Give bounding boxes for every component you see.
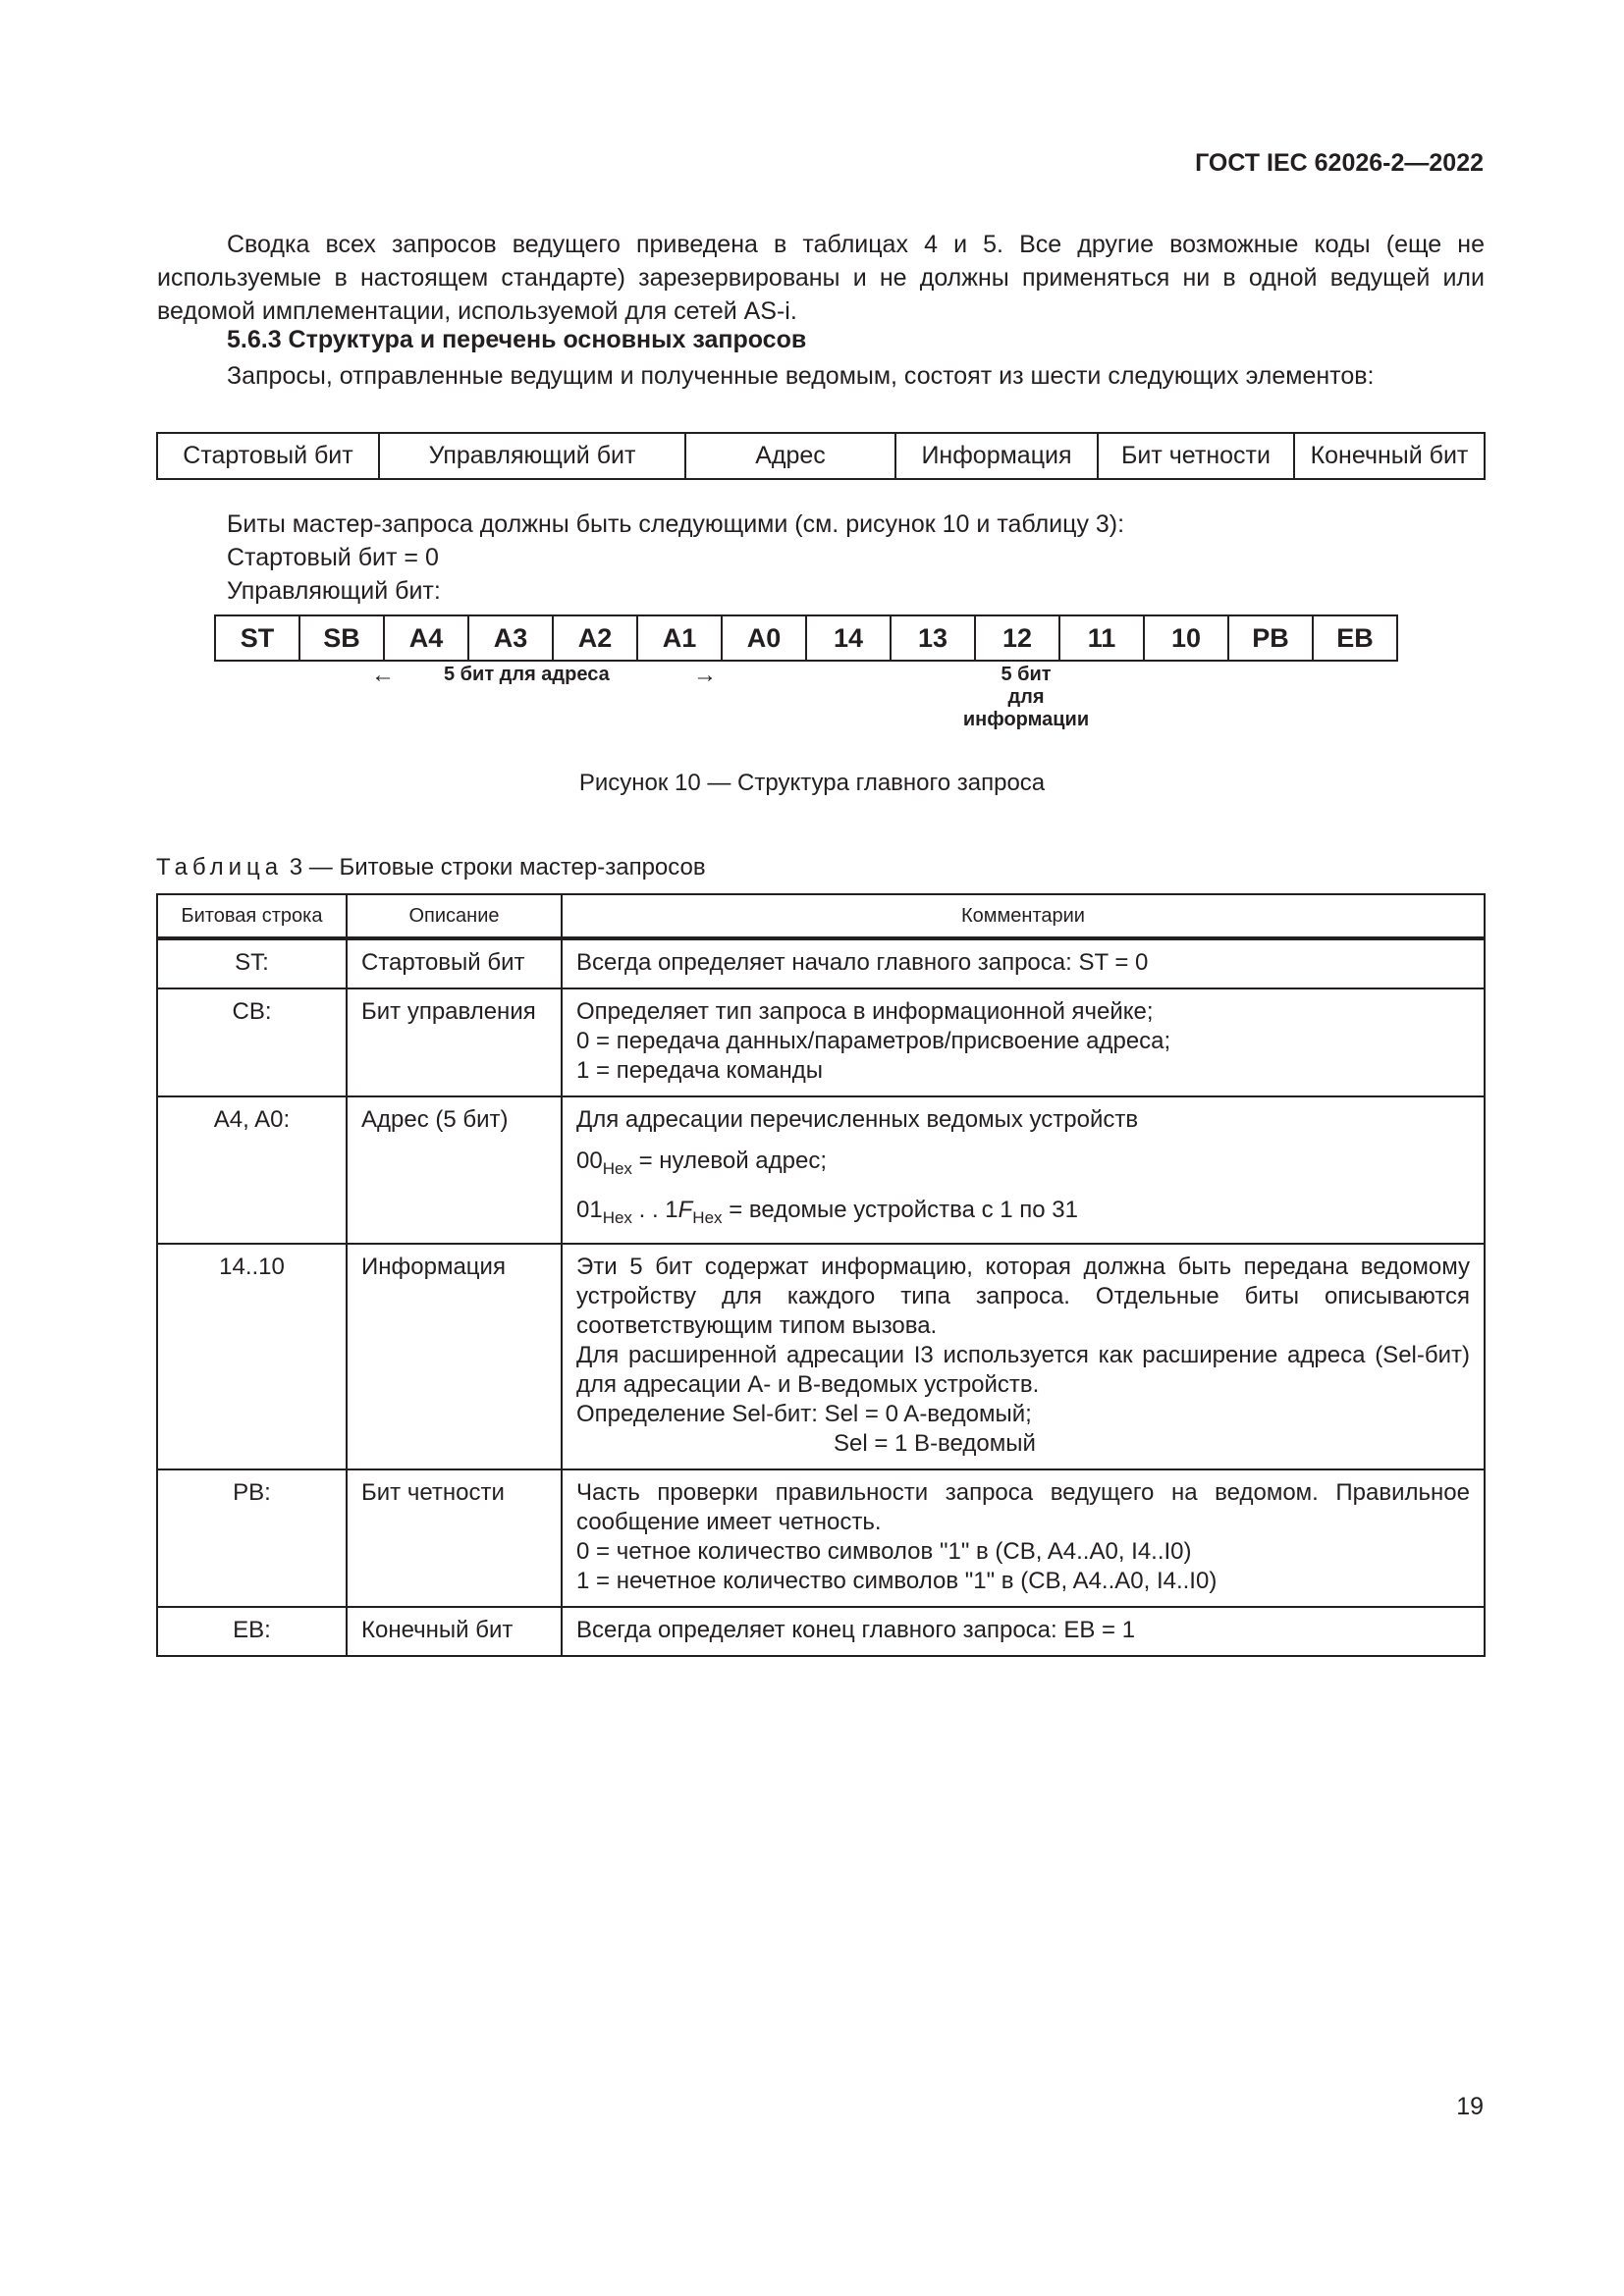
table-row: [157, 1607, 1485, 1656]
comment-cell: [562, 1607, 1485, 1656]
comment-line: Всегда определяет конец главного запроса: EB = 1: [576, 1616, 1136, 1643]
description-cell: Бит управления: [347, 988, 562, 1096]
bit-string-cell: ST:: [157, 938, 347, 988]
bit-cell: A1: [637, 615, 722, 661]
bit-string-cell: PB:: [157, 1469, 347, 1607]
bit-string-cell: CB:: [157, 988, 347, 1096]
column-header: Комментарии: [562, 894, 1485, 938]
comment-line: [576, 1147, 1470, 1184]
hex-value: 01: [576, 1196, 603, 1223]
comment-cell: [562, 988, 1485, 1096]
hex-subscript: Hex: [692, 1207, 723, 1227]
bit-cell: A4: [384, 615, 468, 661]
table-row: [157, 1096, 1485, 1244]
spacer: [576, 1135, 1470, 1147]
info-label-line: информации: [962, 709, 1090, 730]
bits-intro-line: Биты мастер-запроса должны быть следующими (см. рисунок 10 и таблицу 3):: [227, 510, 1125, 538]
document-code: ГОСТ IEC 62026-2—2022: [1195, 149, 1484, 177]
table-title: [156, 854, 706, 881]
table-title-prefix: Таблица: [156, 854, 284, 881]
comment-text: = нулевой адрес;: [631, 1148, 827, 1174]
comment-line: Определение Sel-бит: Sel = 0 A-ведомый;: [576, 1400, 1032, 1427]
comment-line: 1 = нечетное количество символов "1" в (CB, A4..A0, I4..I0): [576, 1567, 1218, 1594]
bit-cell: 14: [806, 615, 891, 661]
description-cell: Информация: [347, 1244, 562, 1469]
hex-italic: F: [677, 1196, 693, 1223]
bit-cell: PB: [1228, 615, 1313, 661]
comment-line: 1 = передача команды: [576, 1057, 824, 1084]
description-cell: Адрес (5 бит): [347, 1096, 562, 1244]
bit-cell: SB: [299, 615, 384, 661]
info-label-line: 5 бит: [1001, 664, 1052, 685]
intro-paragraph: Сводка всех запросов ведущего приведена в таблицах 4 и 5. Все другие возможные коды (еще не используемые в настоящем стандарте) зарезервированы и не должны применяться ни в одной ведущей или ведомой имплементации, используемой для сетей AS-i.: [157, 231, 1485, 325]
comment-line: Для адресации перечисленных ведомых устройств: [576, 1106, 1139, 1133]
comment-line: Sel = 1 B-ведомый: [834, 1429, 1036, 1457]
bitstring-table: [156, 893, 1486, 1657]
frame-element: Конечный бит: [1294, 433, 1485, 479]
bit-string-cell: 14..10: [157, 1244, 347, 1469]
bit-cell: 13: [891, 615, 975, 661]
spacer: [576, 1184, 1470, 1196]
bit-cell: A0: [722, 615, 806, 661]
table-row: [157, 938, 1485, 988]
description-cell: Конечный бит: [347, 1607, 562, 1656]
column-header: Битовая строка: [157, 894, 347, 938]
frame-elements-row: [157, 433, 1485, 479]
frame-element: Управляющий бит: [379, 433, 685, 479]
table-header-row: [157, 894, 1485, 938]
bit-string-cell: A4, A0:: [157, 1096, 347, 1244]
info-bits-label: [943, 664, 1110, 731]
comment-line: 0 = передача данных/параметров/присвоение адреса;: [576, 1028, 1171, 1054]
table-row: [157, 1469, 1485, 1607]
arrow-right-icon: →: [693, 662, 717, 688]
bit-cell: ST: [215, 615, 299, 661]
frame-element: Адрес: [685, 433, 895, 479]
address-bits-label: 5 бит для адреса: [444, 664, 610, 685]
comment-paragraph: Часть проверки правильности запроса ведущего на ведомом. Правильное сообщение имеет четность.: [576, 1478, 1470, 1535]
range-dots: . . 1: [631, 1196, 678, 1223]
info-label-line: для: [1007, 686, 1045, 708]
bit-row: [215, 615, 1397, 661]
hex-subscript: Hex: [602, 1158, 632, 1178]
section-heading: 5.6.3 Структура и перечень основных запросов: [227, 326, 807, 353]
figure-caption: Рисунок 10 — Структура главного запроса: [578, 770, 1046, 796]
description-cell: Стартовый бит: [347, 938, 562, 988]
table-row: [157, 1244, 1485, 1469]
bit-cell: 10: [1144, 615, 1228, 661]
comment-paragraph: Для расширенной адресации I3 используется как расширение адреса (Sel-бит) для адресации A- и B-ведомых устройств.: [576, 1341, 1470, 1398]
arrow-left-icon: ←: [371, 662, 395, 688]
comment-cell: [562, 1244, 1485, 1469]
elements-sentence: Запросы, отправленные ведущим и полученные ведомым, состоят из шести следующих элементов:: [227, 362, 1375, 390]
column-header: Описание: [347, 894, 562, 938]
comment-paragraph: Эти 5 бит содержат информацию, которая должна быть передана ведомому устройству для каждого типа запроса. Отдельные биты описываются соответствующим типом вызова.: [576, 1253, 1470, 1339]
hex-value: 00: [576, 1148, 603, 1174]
comment-line: Всегда определяет начало главного запроса: ST = 0: [576, 949, 1149, 976]
control-bit-line: Управляющий бит:: [227, 577, 441, 605]
bit-structure-figure: [214, 614, 1398, 662]
hex-subscript: Hex: [602, 1207, 632, 1227]
description-cell: Бит четности: [347, 1469, 562, 1607]
frame-element: Бит четности: [1098, 433, 1294, 479]
comment-text: = ведомые устройства с 1 по 31: [722, 1196, 1079, 1223]
comment-line: [576, 1196, 1470, 1233]
page-number: 19: [1456, 2093, 1484, 2120]
bit-cell: 11: [1059, 615, 1144, 661]
start-bit-line: Стартовый бит = 0: [227, 544, 439, 571]
table-title-text: 3 — Битовые строки мастер-запросов: [283, 854, 706, 881]
bit-cell: A2: [553, 615, 637, 661]
comment-cell: [562, 1096, 1485, 1244]
comment-cell: [562, 1469, 1485, 1607]
bit-cell: 12: [975, 615, 1059, 661]
comment-line: 0 = четное количество символов "1" в (CB, A4..A0, I4..I0): [576, 1537, 1192, 1565]
bit-string-cell: EB:: [157, 1607, 347, 1656]
comment-cell: [562, 938, 1485, 988]
comment-line: Определяет тип запроса в информационной ячейке;: [576, 998, 1154, 1025]
frame-element: Информация: [895, 433, 1098, 479]
frame-element: Стартовый бит: [157, 433, 379, 479]
frame-elements-table: [156, 432, 1486, 480]
bit-cell: EB: [1313, 615, 1397, 661]
table-row: [157, 988, 1485, 1096]
bit-cell: A3: [468, 615, 553, 661]
